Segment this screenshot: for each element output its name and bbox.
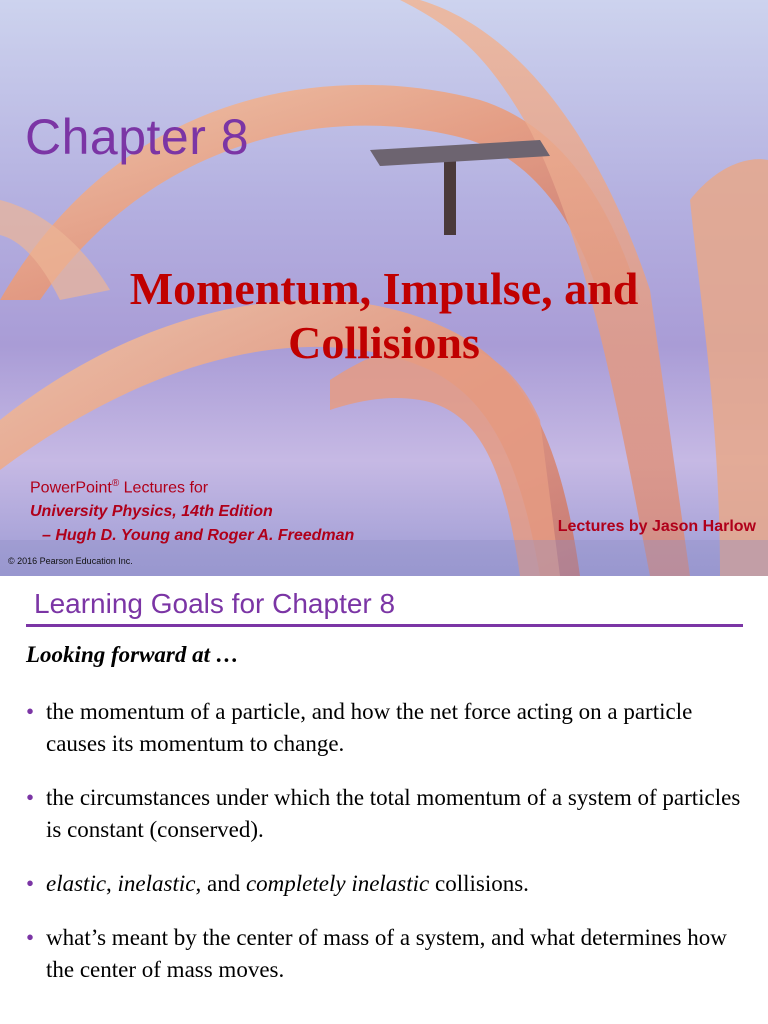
- lecturer-credit: Lectures by Jason Harlow: [557, 518, 756, 535]
- bullet-icon: •: [26, 925, 35, 950]
- goal-text: what’s meant by the center of mass of a system, and what determines how the center of mass moves.: [46, 925, 727, 982]
- goal-text: the circumstances under which the total momentum of a system of particles is constant (conserved).: [46, 785, 741, 842]
- list-item: [26, 696, 746, 760]
- list-item: [26, 922, 746, 986]
- heading-divider: [26, 624, 743, 627]
- bullet-icon: •: [26, 699, 35, 724]
- goal-text: the momentum of a particle, and how the net force acting on a particle causes its momentum to change.: [46, 699, 693, 756]
- goal-separator: , and: [195, 871, 246, 896]
- goal-term-inelastic: inelastic: [117, 871, 196, 896]
- bullet-icon: •: [26, 785, 35, 810]
- chapter-number-heading: Chapter 8: [25, 109, 250, 165]
- goal-term-elastic: elastic: [46, 871, 107, 896]
- series-suffix: Lectures for: [119, 479, 209, 497]
- learning-goals-slide: [0, 576, 768, 1024]
- chapter-title-line-2: Collisions: [288, 317, 480, 368]
- list-item: [26, 782, 746, 846]
- book-title: University Physics, 14th Edition: [30, 503, 273, 521]
- list-item: [26, 868, 746, 900]
- lecture-credits: [30, 472, 354, 548]
- copyright-notice: © 2016 Pearson Education Inc.: [8, 556, 133, 566]
- series-prefix: PowerPoint: [30, 479, 112, 497]
- looking-forward-subheading: Looking forward at …: [26, 642, 239, 667]
- book-authors: – Hugh D. Young and Roger A. Freedman: [42, 527, 355, 545]
- learning-goals-list: [26, 696, 746, 1008]
- registered-mark: ®: [111, 478, 120, 489]
- goal-text: collisions.: [429, 871, 529, 896]
- bullet-icon: •: [26, 871, 35, 896]
- chapter-title-line-1: Momentum, Impulse, and: [129, 263, 639, 314]
- series-line: [30, 472, 354, 500]
- goal-separator: ,: [106, 871, 118, 896]
- learning-goals-heading: Learning Goals for Chapter 8: [34, 588, 396, 619]
- goal-term-completely-inelastic: completely inelastic: [245, 871, 430, 896]
- chapter-title: [0, 262, 768, 370]
